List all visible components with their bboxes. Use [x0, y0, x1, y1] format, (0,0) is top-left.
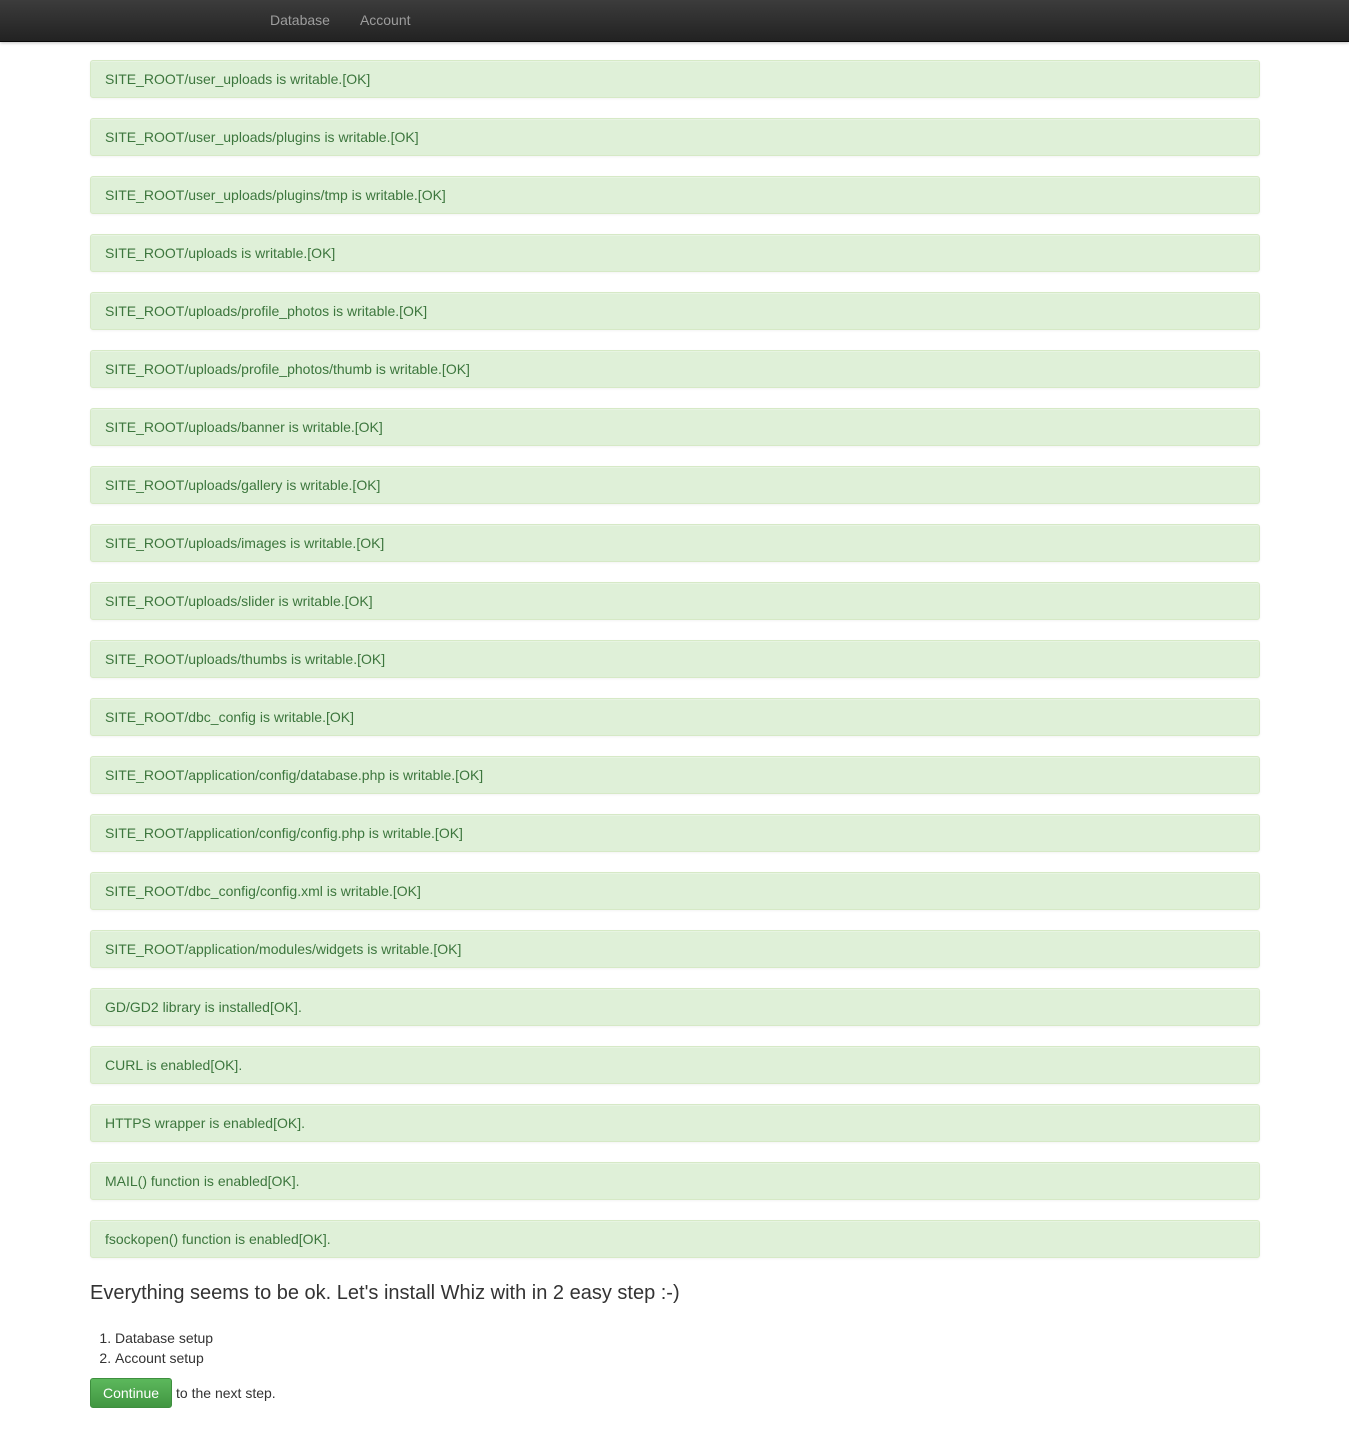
step-account-setup: 2. Account setup — [115, 1348, 1260, 1368]
check-alert-fsockopen: fsockopen() function is enabled[OK]. — [90, 1220, 1260, 1258]
summary-heading: Everything seems to be ok. Let's install Whiz with in 2 easy step :-) — [90, 1282, 680, 1304]
check-alert-database-php: SITE_ROOT/application/config/database.php is writable.[OK] — [90, 756, 1260, 794]
step-database-setup: 1. Database setup — [115, 1328, 1260, 1348]
check-alert-curl: CURL is enabled[OK]. — [90, 1046, 1260, 1084]
continue-suffix-text: to the next step. — [176, 1385, 276, 1401]
check-alert-user-uploads: SITE_ROOT/user_uploads is writable.[OK] — [90, 60, 1260, 98]
check-alert-config-xml: SITE_ROOT/dbc_config/config.xml is writable.[OK] — [90, 872, 1260, 910]
check-alert-profile-photos: SITE_ROOT/uploads/profile_photos is writable.[OK] — [90, 292, 1260, 330]
check-alert-mail-function: MAIL() function is enabled[OK]. — [90, 1162, 1260, 1200]
check-alert-user-uploads-plugins: SITE_ROOT/user_uploads/plugins is writable.[OK] — [90, 118, 1260, 156]
nav-links — [255, 0, 426, 41]
check-alert-gallery: SITE_ROOT/uploads/gallery is writable.[OK] — [90, 466, 1260, 504]
check-alert-dbc-config: SITE_ROOT/dbc_config is writable.[OK] — [90, 698, 1260, 736]
check-alert-slider: SITE_ROOT/uploads/slider is writable.[OK] — [90, 582, 1260, 620]
check-alert-widgets: SITE_ROOT/application/modules/widgets is writable.[OK] — [90, 930, 1260, 968]
check-alert-https-wrapper: HTTPS wrapper is enabled[OK]. — [90, 1104, 1260, 1142]
check-alert-gd-library: GD/GD2 library is installed[OK]. — [90, 988, 1260, 1026]
nav-link-account[interactable]: Account — [359, 12, 411, 28]
nav-link-database[interactable]: Database — [270, 12, 330, 28]
top-navbar — [0, 0, 1349, 42]
check-alert-profile-photos-thumb: SITE_ROOT/uploads/profile_photos/thumb is writable.[OK] — [90, 350, 1260, 388]
install-steps-list — [90, 1328, 1260, 1368]
check-alert-images: SITE_ROOT/uploads/images is writable.[OK] — [90, 524, 1260, 562]
continue-row — [90, 1378, 1260, 1408]
check-alert-config-php: SITE_ROOT/application/config/config.php is writable.[OK] — [90, 814, 1260, 852]
main-content — [90, 60, 1260, 1408]
continue-button[interactable]: Continue — [90, 1378, 172, 1408]
check-alert-user-uploads-plugins-tmp: SITE_ROOT/user_uploads/plugins/tmp is writable.[OK] — [90, 176, 1260, 214]
check-alert-banner: SITE_ROOT/uploads/banner is writable.[OK] — [90, 408, 1260, 446]
check-alert-thumbs: SITE_ROOT/uploads/thumbs is writable.[OK] — [90, 640, 1260, 678]
check-alert-uploads: SITE_ROOT/uploads is writable.[OK] — [90, 234, 1260, 272]
